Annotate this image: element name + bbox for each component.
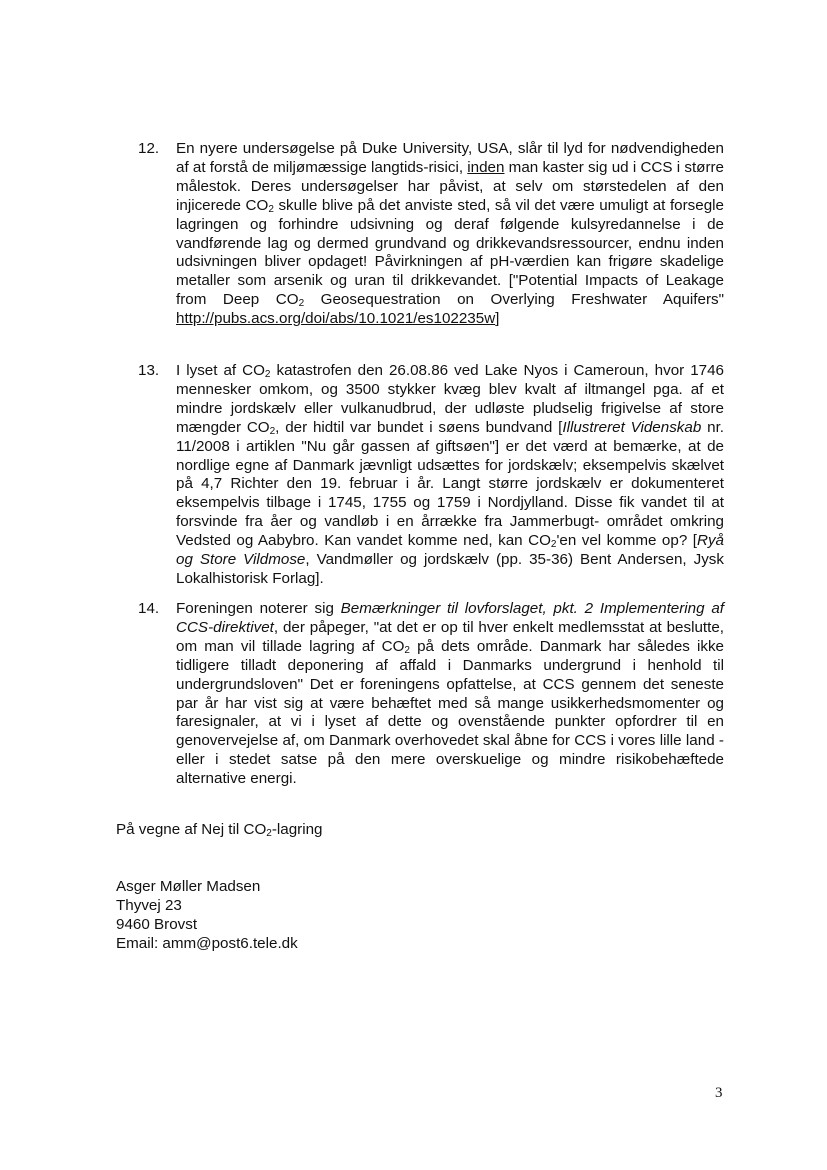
text-segment: Geosequestration on Overlying Freshwater Aquifers" <box>304 291 724 309</box>
subscript: 2 <box>264 369 271 380</box>
text-segment: ] <box>495 310 500 328</box>
text-segment: I lyset af CO <box>176 362 265 379</box>
signature-name: Asger Møller Madsen <box>116 878 261 895</box>
text-segment: skulle blive på det anviste sted, så vil det være umuligt at forsegle lagringen og forhindre udsivning og deraf følgende kulsyredannelse i de vandførende lag og dermed grundvand og drikkevandsressourcer, endnu inden udsivningen bliver opdaget! Påvirkningen af pH-værdien kan frigøre skadelige metaller som arsenik og uran til drikkevandet. ["Potential Impacts of Leakage from Deep CO <box>176 196 724 309</box>
closing-text: På vegne af Nej til CO <box>116 821 267 838</box>
closing-text: -lagring <box>271 821 323 838</box>
text-segment: , der hidtil var bundet i søens bundvand [ <box>275 418 563 436</box>
text-segment: på dets område. Danmark har således ikke tidligere tilladt deponering af affald i Danmarks undergrund i henhold til undergrundsloven" Det er foreningens opfattelse, at CCS gennem det seneste par år har vist sig at være behæftet med så mange usikkerhedsmomenter og faresignaler, at vi i lyset af dette og ovenstående punkter opfordrer til en genovervejelse af, om Danmark overhovedet skal åbne for CCS i vores lille land - eller i stedet satse på den mere overskuelige og mindre risikobehæftede alternative energi. <box>176 637 724 788</box>
item-number: 14. <box>138 600 160 617</box>
text-segment: , Vandmøller og jordskælv (pp. 35-36) Bent Andersen, Jysk Lokalhistorisk Forlag]. <box>176 551 724 587</box>
page-number: 3 <box>715 1085 723 1101</box>
text-segment: katastrofen den 26.08.86 ved Lake Nyos i Cameroun, hvor 1746 mennesker omkom, og 3500 stykker kvæg blev kvalt af iltmangel pga. af et mindre jordskælv eller vulkanudbrud, der udløste pludselig frigivelse af store mængder CO <box>176 362 724 436</box>
signature-email: Email: amm@post6.tele.dk <box>116 934 298 952</box>
italic-title: Illustreret Videnskab <box>562 418 702 436</box>
list-item-13 <box>138 362 724 589</box>
item-number: 13. <box>138 362 160 379</box>
text-segment: 'en vel komme op? [ <box>556 532 697 550</box>
signature-block <box>116 878 298 954</box>
reference-link[interactable]: http://pubs.acs.org/doi/abs/10.1021/es102235w <box>176 310 496 328</box>
text-segment: En nyere undersøgelse på Duke University, USA, slår til lyd for nødvendigheden af at forstå de miljømæssige langtids-risici, <box>176 140 724 176</box>
signature-street: Thyvej 23 <box>116 896 182 914</box>
item-number: 12. <box>138 140 160 157</box>
text-segment: man kaster sig ud i CCS i større målestok. Deres undersøgelser har påvist, at selv om størstedelen af den injicerede CO <box>176 158 725 214</box>
underlined-word: inden <box>467 158 505 176</box>
signature-city: 9460 Brovst <box>116 915 198 933</box>
italic-title: Bemærkninger til lovforslaget, pkt. 2 Implementering af CCS-direktivet <box>176 600 724 636</box>
text-segment: nr. 11/2008 i artiklen "Nu går gassen af giftsøen"] er det værd at bemærke, at de nordlige egne af Danmark jævnligt udsættes for jordskælv; eksempelvis skælvet på 4,7 Richter den 19. februar i år. Langt større jordskælv er dokumenteret eksempelvis tilbage i 1745, 1755 og 1759 i Nordjylland. Disse fik vandet til at forsvinde fra åer og vandløb i en årrække fra Jammerbugt- området omkring Vedsted og Aabybro. Kan vandet komme ned, kan CO <box>176 418 725 550</box>
subscript: 2 <box>268 203 274 215</box>
subscript: 2 <box>266 828 272 839</box>
item-text <box>176 140 724 329</box>
subscript: 2 <box>550 539 557 551</box>
subscript: 2 <box>269 425 276 437</box>
subscript: 2 <box>298 298 305 310</box>
list-item-14 <box>138 600 724 789</box>
italic-title: Ryå og Store Vildmose <box>176 532 725 569</box>
item-text <box>176 362 724 589</box>
item-text <box>176 600 724 789</box>
closing-line <box>116 821 322 840</box>
text-segment: Foreningen noterer sig <box>176 600 341 617</box>
text-segment: , der påpeger, "at det er op til hver enkelt medlemsstat at beslutte, om man vil tillade lagring af CO <box>176 618 724 655</box>
subscript: 2 <box>404 644 410 656</box>
list-item-12 <box>138 140 724 329</box>
